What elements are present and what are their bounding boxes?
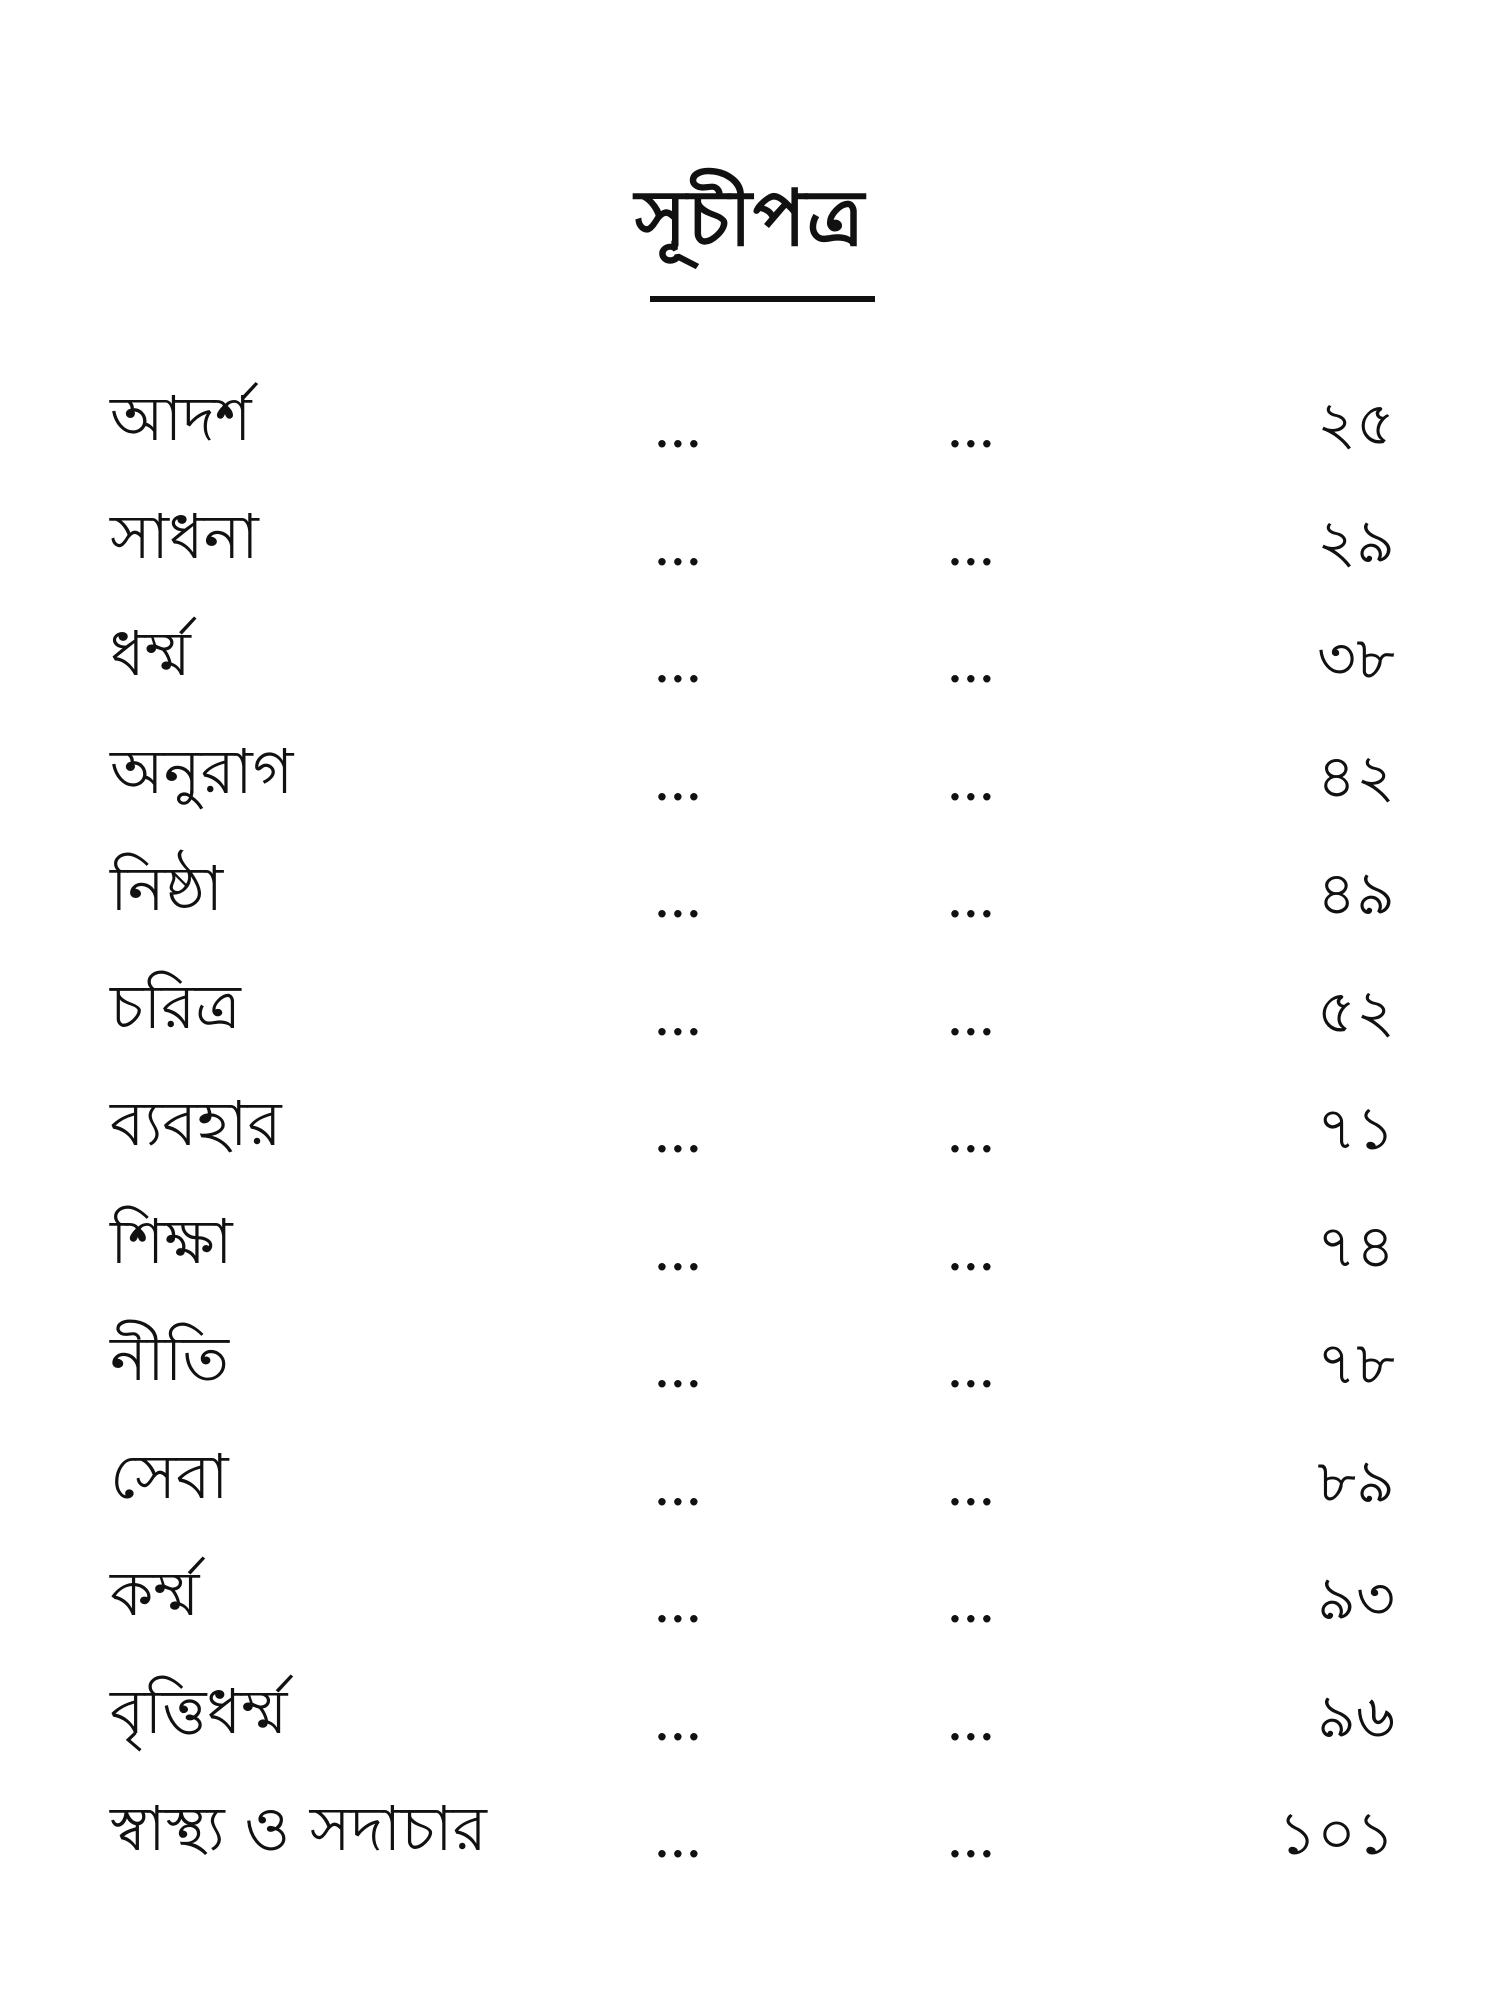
toc-entry-page: ৭৮	[1317, 1329, 1395, 1399]
dot-leader: ...	[948, 997, 996, 1045]
dot-leader: ...	[948, 1702, 996, 1750]
toc-entry-page: ৭৪	[1317, 1211, 1395, 1282]
dot-leader: ...	[948, 1350, 996, 1397]
toc-entry	[0, 1780, 1500, 1898]
dot-leader: ...	[948, 1232, 996, 1280]
dot-leader: ...	[655, 645, 703, 692]
toc-entry	[0, 1428, 1500, 1546]
title-underline	[650, 296, 875, 302]
toc-entry-title: নিষ্ঠা	[110, 852, 224, 925]
toc-entry-title: চরিত্র	[110, 969, 241, 1043]
toc-entry-page: ১০১	[1278, 1799, 1395, 1869]
toc-entry	[0, 1310, 1500, 1428]
toc-entry-page: ২৯	[1317, 506, 1395, 577]
dot-leader: ...	[655, 1702, 703, 1750]
toc-entry	[0, 1663, 1500, 1781]
toc-entry-page: ৩৮	[1317, 624, 1395, 694]
toc-entry-page: ৯৩	[1317, 1564, 1395, 1634]
dot-leader: ...	[948, 1585, 996, 1632]
toc-entry	[0, 958, 1500, 1076]
table-of-contents	[0, 370, 1500, 1898]
dot-leader: ...	[655, 1820, 703, 1867]
toc-entry-title: অনুরাগ	[110, 734, 294, 808]
dot-leader: ...	[655, 1467, 703, 1515]
dot-leader: ...	[948, 1820, 996, 1867]
dot-leader: ...	[655, 1585, 703, 1632]
toc-entry-page: ৫২	[1317, 976, 1395, 1047]
toc-entry-title: ধর্ম্ম	[110, 617, 191, 690]
toc-entry	[0, 605, 1500, 723]
toc-entry-title: শিক্ষা	[110, 1204, 233, 1278]
dot-leader: ...	[948, 762, 996, 810]
dot-leader: ...	[655, 997, 703, 1045]
dot-leader: ...	[655, 1115, 703, 1162]
toc-entry	[0, 488, 1500, 606]
toc-entry-title: সাধনা	[110, 499, 259, 573]
toc-entry-page: ৮৯	[1317, 1446, 1395, 1517]
dot-leader: ...	[948, 1467, 996, 1515]
toc-entry	[0, 1075, 1500, 1193]
toc-entry	[0, 370, 1500, 488]
toc-entry-title: আদর্শ	[110, 382, 252, 455]
toc-entry-title: কর্ম্ম	[110, 1557, 200, 1630]
toc-entry-title: বৃত্তিধর্ম্ম	[110, 1674, 288, 1748]
toc-entry	[0, 840, 1500, 958]
dot-leader: ...	[655, 880, 703, 927]
dot-leader: ...	[655, 1232, 703, 1280]
dot-leader: ...	[948, 410, 996, 457]
toc-entry-page: ৯৬	[1317, 1681, 1395, 1752]
dot-leader: ...	[655, 410, 703, 457]
toc-entry	[0, 723, 1500, 841]
toc-entry-page: ২৫	[1317, 389, 1395, 459]
heading-container	[0, 173, 1500, 264]
toc-entry-page: ৪২	[1317, 741, 1395, 812]
toc-entry	[0, 1193, 1500, 1311]
dot-leader: ...	[655, 762, 703, 810]
dot-leader: ...	[948, 645, 996, 692]
toc-entry-page: ৭১	[1317, 1094, 1395, 1164]
toc-entry-title: সেবা	[110, 1439, 229, 1513]
toc-entry-title: ব্যবহার	[110, 1087, 282, 1160]
toc-entry	[0, 1545, 1500, 1663]
dot-leader: ...	[948, 880, 996, 927]
toc-entry-title: স্বাস্থ্য ও সদাচার	[110, 1792, 487, 1865]
dot-leader: ...	[655, 1350, 703, 1397]
dot-leader: ...	[948, 527, 996, 575]
toc-entry-title: নীতি	[110, 1322, 230, 1395]
page-title: সূচীপত্র	[634, 173, 866, 264]
dot-leader: ...	[948, 1115, 996, 1162]
toc-entry-page: ৪৯	[1317, 859, 1395, 929]
dot-leader: ...	[655, 527, 703, 575]
